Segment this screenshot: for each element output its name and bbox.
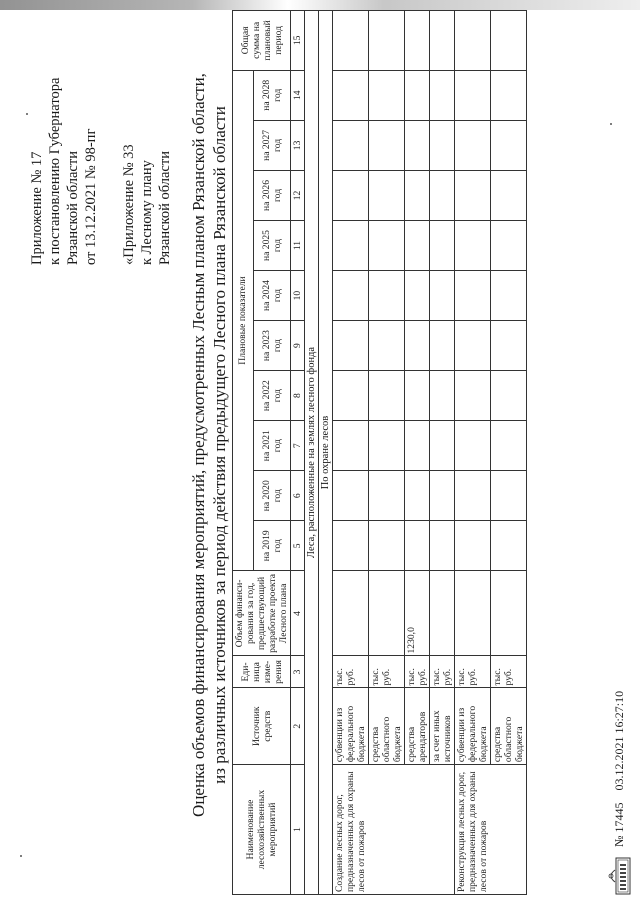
source-cell: субвенции из федерального бюджета [333, 688, 369, 765]
volume-cell [491, 571, 527, 656]
header-total: Общая сумма на плановый период [233, 11, 291, 71]
header-planned: Плановые показатели [233, 70, 254, 571]
appendix-line: Рязанской области [157, 151, 173, 265]
unit-cell: тыс. руб. [405, 656, 430, 688]
appendix-block [28, 15, 174, 265]
column-number: 15 [291, 11, 305, 71]
unit-cell: тыс. руб. [333, 656, 369, 688]
appendix-line: к постановлению Губернатора [47, 77, 63, 265]
column-number: 12 [291, 170, 305, 220]
volume-cell [369, 571, 405, 656]
header-year: на 2021 год [253, 421, 290, 471]
measure-name: Реконструкция лесных дорог, предназначенных для охраны лесов от пожаров [455, 765, 527, 895]
section-title: По охране лесов [319, 11, 333, 895]
column-number: 8 [291, 371, 305, 421]
volume-cell [455, 571, 491, 656]
section-row [305, 11, 319, 895]
header-year: на 2020 год [253, 471, 290, 521]
header-year: на 2025 год [253, 220, 290, 270]
column-number: 5 [291, 521, 305, 571]
document-title [188, 25, 230, 865]
unit-cell: тыс. руб. [491, 656, 527, 688]
document-number: № 17445 [612, 802, 626, 847]
column-number: 11 [291, 220, 305, 270]
table-row [333, 11, 369, 895]
column-number: 14 [291, 70, 305, 120]
header-unit: Еди- ница изме- рения [233, 656, 291, 688]
appendix-line: Приложение № 17 [29, 151, 45, 265]
source-cell: средства областного бюджета [369, 688, 405, 765]
header-volume: Объем финанси- рования за год, предшествующий разработке проекта Лесного плана [233, 571, 291, 656]
scan-speck [26, 113, 28, 115]
header-year: на 2026 год [253, 170, 290, 220]
header-year: на 2019 год [253, 521, 290, 571]
column-number: 13 [291, 120, 305, 170]
section-row [319, 11, 333, 895]
source-cell: средства арендаторов [405, 688, 430, 765]
unit-cell: тыс. руб. [455, 656, 491, 688]
column-number: 2 [291, 688, 305, 765]
source-cell: субвенции из федерального бюджета [455, 688, 491, 765]
appendix-line: к Лесному плану [139, 160, 155, 265]
header-source: Источник средств [233, 688, 291, 765]
header-name: Наименование лесохозяйственных мероприятий [233, 765, 291, 895]
column-number: 7 [291, 421, 305, 471]
column-number: 6 [291, 471, 305, 521]
column-number: 3 [291, 656, 305, 688]
header-year: на 2028 год [253, 70, 290, 120]
registration-datetime: 03.12.2021 16:27:10 [612, 690, 626, 791]
table-row [455, 11, 491, 895]
title-line-1: Оценка объемов финансирования мероприятий, предусмотренных Лесным планом Рязанской области, [189, 73, 208, 817]
unit-cell: тыс. руб. [369, 656, 405, 688]
financing-table [232, 10, 527, 895]
section-title: Леса, расположенные на землях лесного фонда [305, 11, 319, 895]
header-year: на 2023 год [253, 321, 290, 371]
header-year: на 2024 год [253, 271, 290, 321]
column-number: 1 [291, 765, 305, 895]
table-row [430, 11, 455, 895]
scan-speck [610, 123, 612, 125]
appendix-line: «Приложение № 33 [121, 144, 137, 265]
registration-stamp-icon [605, 857, 633, 895]
header-row [233, 11, 254, 895]
column-number: 10 [291, 271, 305, 321]
header-year: на 2027 год [253, 120, 290, 170]
column-number: 9 [291, 321, 305, 371]
appendix-line: Рязанской области [65, 151, 81, 265]
scan-speck [20, 855, 22, 857]
volume-cell: 1230,0 [405, 571, 430, 656]
source-cell: средства областного бюджета [491, 688, 527, 765]
table-row [491, 11, 527, 895]
table-row [405, 11, 430, 895]
appendix-line: от 13.12.2021 № 98-пг [83, 128, 99, 265]
source-cell: за счет иных источников [430, 688, 455, 765]
volume-cell [333, 571, 369, 656]
column-numbers-row [291, 11, 305, 895]
title-line-2: из различных источников за период действия предыдущего Лесного плана Рязанской области [210, 106, 229, 784]
volume-cell [430, 571, 455, 656]
header-year: на 2022 год [253, 371, 290, 421]
unit-cell: тыс. руб. [430, 656, 455, 688]
registration-footer [612, 691, 627, 847]
table-row [369, 11, 405, 895]
measure-name: Создание лесных дорог, предназначенных для охраны лесов от пожаров [333, 765, 455, 895]
column-number: 4 [291, 571, 305, 656]
